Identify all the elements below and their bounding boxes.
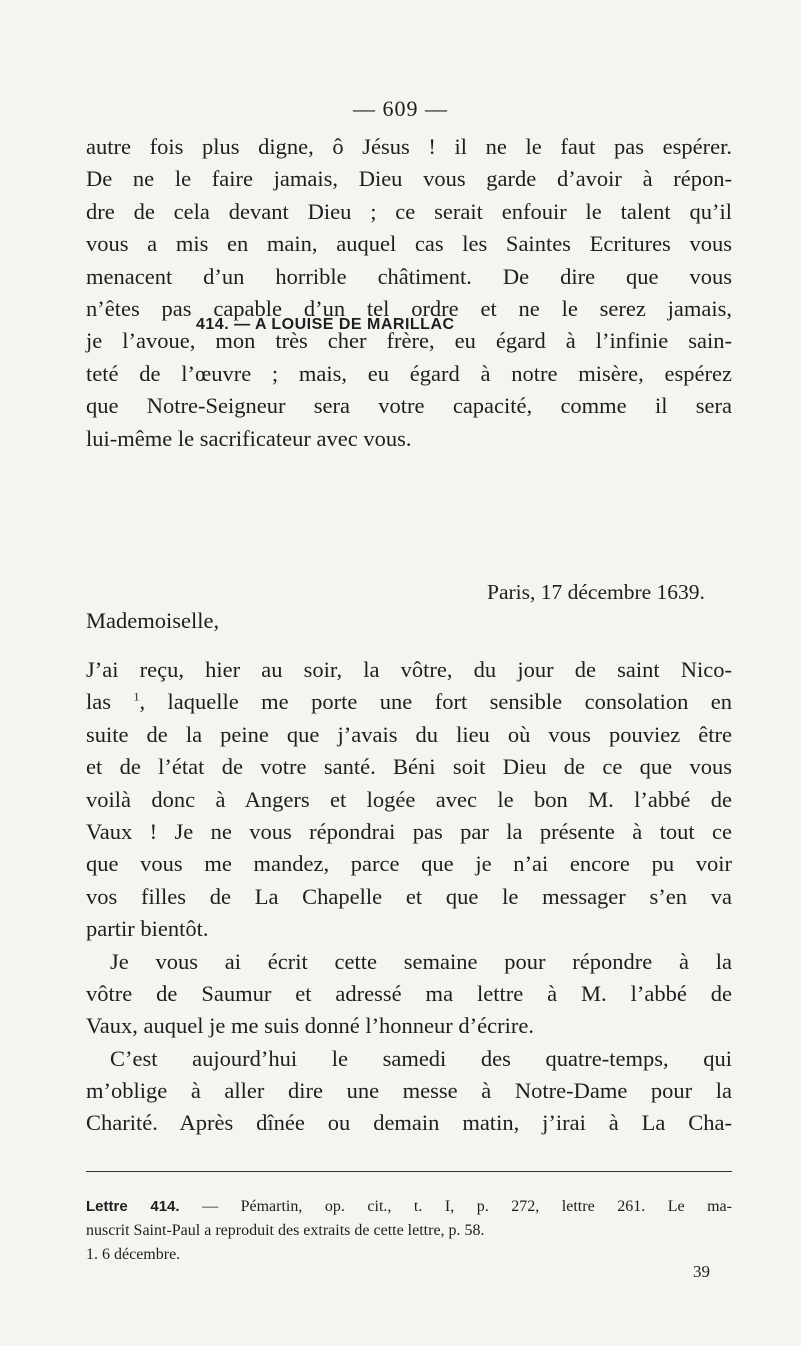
footnotes xyxy=(86,1195,732,1267)
text-line: n’êtes pas capable d’un tel ordre et ne le serez jamais, xyxy=(86,295,732,321)
text-line: suite de la peine que j’avais du lieu où vous pouviez être xyxy=(86,721,732,747)
text-line: m’oblige à aller dire une messe à Notre-Dame pour la xyxy=(86,1078,732,1104)
text-line xyxy=(86,686,732,718)
text-line: dre de cela devant Dieu ; ce serait enfouir le talent qu’il xyxy=(86,198,732,224)
text-fragment: , laquelle me porte une fort sensible consolation en xyxy=(139,689,732,715)
text-fragment: las xyxy=(86,689,134,715)
text-line: vos filles de La Chapelle et que le messager s’en va xyxy=(86,883,732,909)
text-line: Je vous ai écrit cette semaine pour répondre à la xyxy=(110,948,732,974)
footnote-label: Lettre 414. xyxy=(86,1198,180,1215)
text-line: C’est aujourd’hui le samedi des quatre-temps, qui xyxy=(110,1045,732,1071)
text-line: que Notre-Seigneur sera votre capacité, comme il sera xyxy=(86,393,732,419)
text-line: vous a mis en main, auquel cas les Saintes Ecritures vous xyxy=(86,231,732,257)
text-line: autre fois plus digne, ô Jésus ! il ne le faut pas espérer. xyxy=(86,134,732,159)
salutation: Mademoiselle, xyxy=(86,608,220,633)
text-line: je l’avoue, mon très cher frère, eu égard à l’infinie sain- xyxy=(86,328,732,354)
text-fragment: — Pémartin, op. cit., t. I, p. 272, lettre 261. Le ma- xyxy=(179,1198,732,1215)
footnote-line: nuscrit Saint-Paul a reproduit des extraits de cette lettre, p. 58. xyxy=(86,1222,485,1239)
letter-body xyxy=(86,654,732,1140)
footnote-divider xyxy=(86,1171,732,1172)
text-line: Charité. Après dînée ou demain matin, j’irai à La Cha- xyxy=(86,1110,732,1136)
text-line: voilà donc à Angers et logée avec le bon M. l’abbé de xyxy=(86,786,732,812)
footnote-line xyxy=(86,1195,732,1219)
footnote-marker: 1 xyxy=(133,689,140,704)
text-line: que vous me mandez, parce que je n’ai encore pu voir xyxy=(86,851,732,877)
footnote-1: 1. 6 décembre. xyxy=(86,1246,181,1263)
text-line: partir bientôt. xyxy=(86,916,209,942)
text-line: vôtre de Saumur et adressé ma lettre à M. l’abbé de xyxy=(86,980,732,1006)
text-line: De ne le faire jamais, Dieu vous garde d’avoir à répon- xyxy=(86,166,732,192)
paragraph-1 xyxy=(86,131,732,455)
letter-heading: 414. — A LOUISE DE MARILLAC xyxy=(196,316,455,333)
letter-date: Paris, 17 décembre 1639. xyxy=(487,580,705,604)
page-number: — 609 — xyxy=(353,96,448,121)
text-line: teté de l’œuvre ; mais, eu égard à notre misère, espérez xyxy=(86,360,732,386)
signature-mark: 39 xyxy=(693,1262,710,1281)
text-line: Vaux ! Je ne vous répondrai pas par la présente à tout ce xyxy=(86,818,732,844)
text-line: et de l’état de votre santé. Béni soit Dieu de ce que vous xyxy=(86,754,732,780)
text-line: Vaux, auquel je me suis donné l’honneur d’écrire. xyxy=(86,1013,534,1039)
text-line: menacent d’un horrible châtiment. De dire que vous xyxy=(86,263,732,289)
text-line: lui-même le sacrificateur avec vous. xyxy=(86,425,412,451)
text-line: J’ai reçu, hier au soir, la vôtre, du jour de saint Nico- xyxy=(86,657,732,682)
